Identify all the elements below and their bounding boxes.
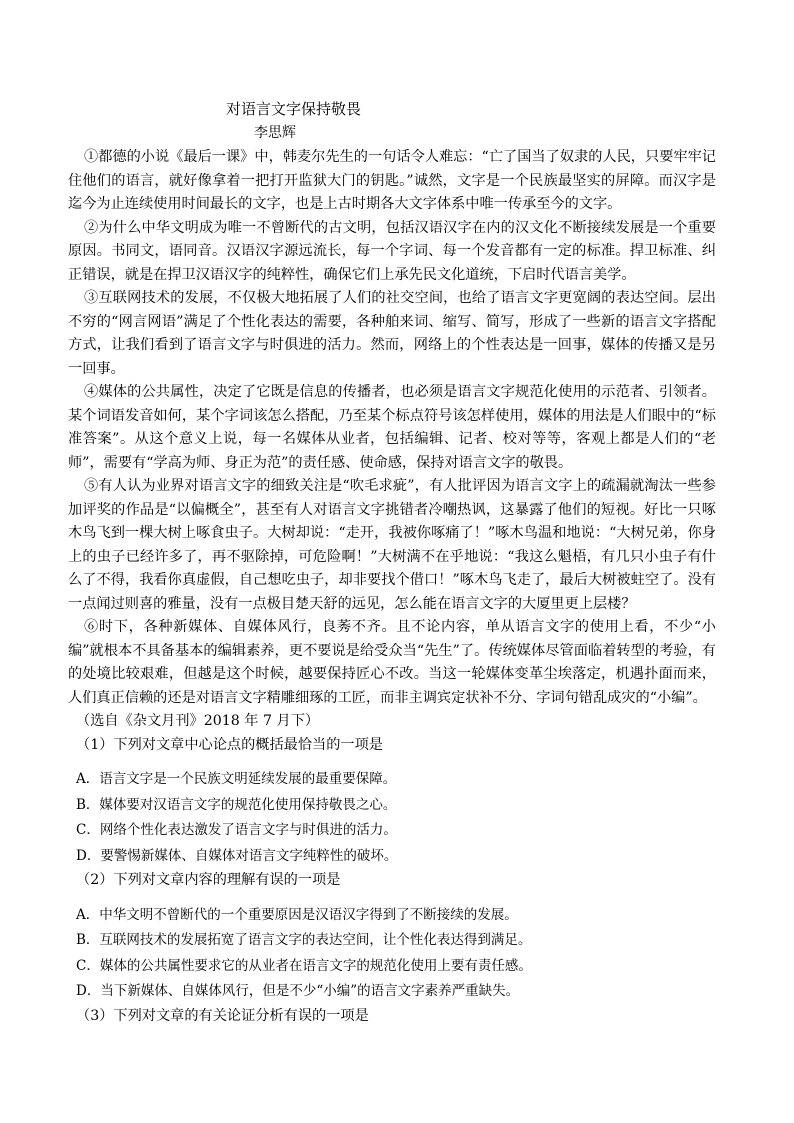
paragraph-3: ③互联网技术的发展，不仅极大地拓展了人们的社交空间，也给了语言文字更宽阔的表达空间。层出不穷的“网言网语”满足了个性化表达的需要，各种舶来词、缩写、简写，形成了一些新的语言文字搭配方式，让我们看到了语言文字与时俱进的活力。然而，网络上的个性表达是一回事，媒体的传播又是另一回事。	[68, 290, 716, 377]
question-2-option-a: A．中华文明不曾断代的一个重要原因是汉语汉字得到了不断接续的发展。	[76, 906, 518, 923]
paragraph-1: ①都德的小说《最后一课》中，韩麦尔先生的一句话令人难忘：“亡了国当了奴隶的人民，只要牢牢记住他们的语言，就好像拿着一把打开监狱大门的钥匙。”诚然，文字是一个民族最坚实的屏障。而汉字是迄今为止连续使用时间最长的文字，也是上古时期各大文字体系中唯一传承至今的文字。	[68, 149, 716, 212]
paragraph-4: ④媒体的公共属性，决定了它既是信息的传播者，也必须是语言文字规范化使用的示范者、引领者。某个词语发音如何，某个字词该怎么搭配，乃至某个标点符号该怎样使用，媒体的用法是人们眼中的“标准答案”。从这个意义上说，每一名媒体从业者，包括编辑、记者、校对等等，客观上都是人们的“老师”，需要有“学高为师、身正为范”的责任感、使命感，保持对语言文字的敬畏。	[68, 384, 716, 471]
paragraph-6: ⑥时下，各种新媒体、自媒体风行，良莠不齐。且不论内容，单从语言文字的使用上看，不少“小编”就根本不具备基本的编辑素养，更不要说是给受众当“先生”了。传统媒体尽管面临着转型的考验，有的处境比较艰难，但越是这个时候，越要保持匠心不改。当这一轮媒体变革尘埃落定，机遇扑面而来，人们真正信赖的还是对语言文字精雕细琢的工匠，而非主调宾定状补不分、字词句错乱成灾的“小编”。	[68, 619, 716, 706]
question-2-option-d: D．当下新媒体、自媒体风行，但是不少“小编”的语言文字素养严重缺失。	[76, 983, 520, 999]
question-2-stem: （2）下列对文章内容的理解有误的一项是	[76, 872, 341, 888]
question-3-stem: （3）下列对文章的有关论证分析有误的一项是	[76, 1007, 369, 1024]
paragraph-2: ②为什么中华文明成为唯一不曾断代的古文明，包括汉语汉字在内的汉文化不断接续发展是一个重要原因。书同文，语同音。汉语汉字源远流长，每一个字词、每一个发音都有一定的标准。捍卫标准、纠正错误，就是在捍卫汉语汉字的纯粹性，确保它们上承先民文化道统，下启时代语言美学。	[68, 219, 716, 283]
question-1-option-d: D．要警惕新媒体、自媒体对语言文字纯粹性的破坏。	[76, 847, 398, 864]
article-source: （选自《杂文月刊》2018 年 7 月下）	[76, 713, 320, 729]
question-1-option-c: C．网络个性化表达激发了语言文字与时俱进的活力。	[76, 822, 397, 838]
question-1-stem: （1）下列对文章中心论点的概括最恰当的一项是	[76, 736, 383, 753]
question-1-option-b: B．媒体要对汉语言文字的规范化使用保持敬畏之心。	[76, 796, 397, 813]
article-body	[68, 146, 716, 1028]
question-1-option-a: A．语言文字是一个民族文明延续发展的最重要保障。	[76, 771, 397, 787]
question-2-option-c: C．媒体的公共属性要求它的从业者在语言文字的规范化使用上要有责任感。	[76, 957, 532, 974]
question-1-options	[68, 767, 716, 869]
question-2-option-b: B．互联网技术的发展拓宽了语言文字的表达空间，让个性化表达得到满足。	[76, 932, 532, 948]
article-title: 对语言文字保持敬畏	[226, 100, 362, 118]
question-2-options	[68, 903, 716, 1005]
article-author: 李思辉	[254, 125, 296, 141]
paragraph-5: ⑤有人认为业界对语言文字的细致关注是“吹毛求疵”，有人批评因为语言文字上的疏漏就淘汰一些参加评奖的作品是“以偏概全”，甚至有人对语言文字挑错者冷嘲热讽，这暴露了他们的短视。好比一只啄木鸟飞到一棵大树上啄食虫子。大树却说：“走开，我被你啄痛了！”啄木鸟温和地说：“大树兄弟，你身上的虫子已经许多了，再不驱除掉，可危险啊！”大树满不在乎地说：“我这么魁梧，有几只小虫子有什么了不得，我看你真虚假，自己想吃虫子，却非要找个借口！”啄木鸟飞走了，最后大树被蛀空了。没有一点闻过则喜的雅量，没有一点极目楚天舒的远见，怎么能在语言文字的大厦里更上层楼？	[68, 478, 716, 612]
